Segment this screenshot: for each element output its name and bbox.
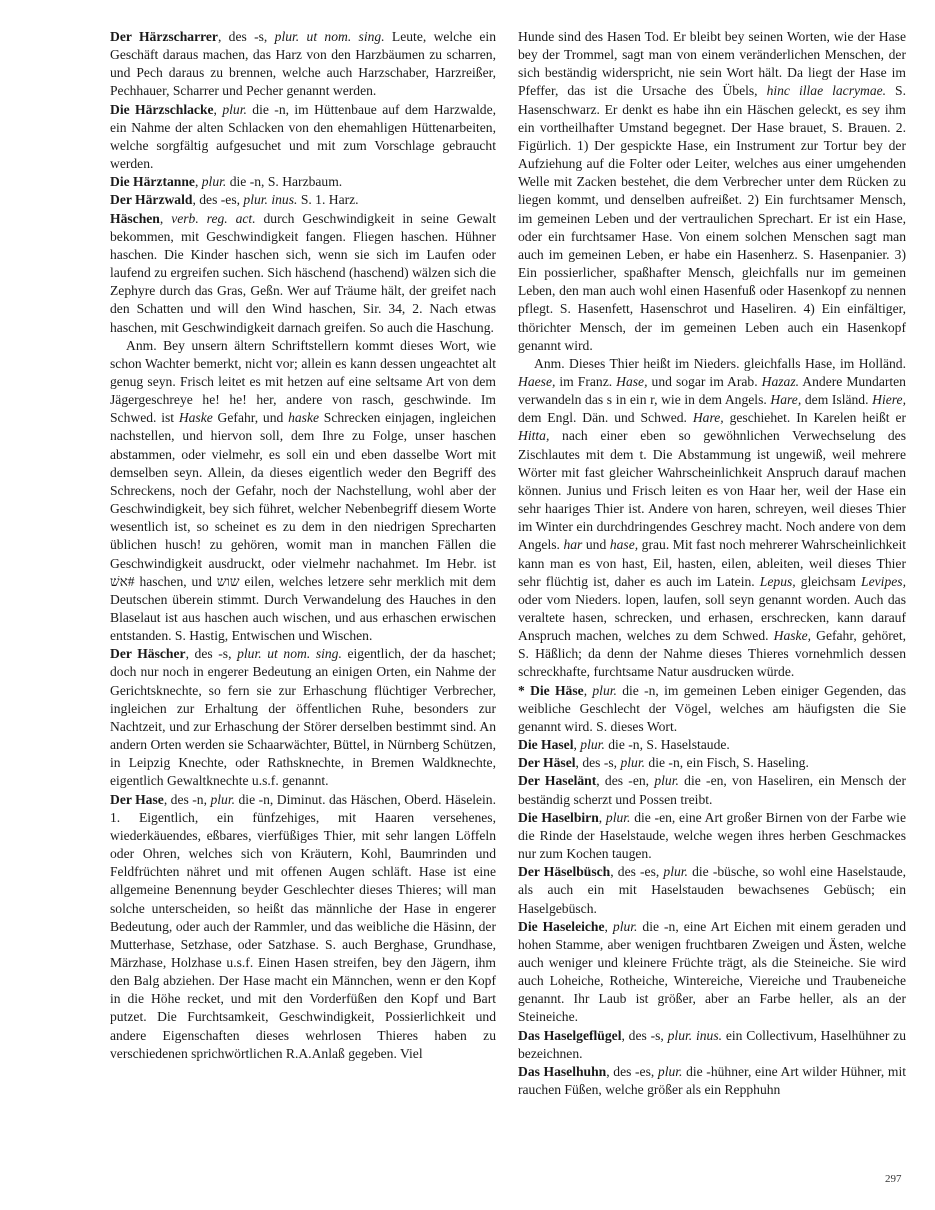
headword: Der Härzscharrer [110,29,218,44]
entry-hase: Der Hase, des -n, plur. die -n, Diminut. das Häschen, Oberd. Häselein. 1. Eigentlich, ein fünfzehiges, mit Haaren versehenes, wiederkäuendes, eßbares, vierfüßiges Thier, mit sehr langen Löffeln oder Ohren, welches sich von Kräutern, Kohl, Baumrinden und Feldfrüchten nähret und mit offenen Augen schläft. Hase ist eine allgemeine Benennung beyder Geschlechter dieses Thieres; will man solche unterscheiden, so heißt das männliche der Hase in engerer Bedeutung, oder auch der Rammler, und das weibliche die Häsinn, der Mutterhase, Setzhase, oder Satzhase. S. auch Berghase, Grundhase, Märzhase, Holzhase u.s.f. Einen Hasen streifen, bey den Jägern, ihm den Balg abziehen. Der Hase macht ein Männchen, wenn er den Kopf in die Höhe recket, und mit den Vorderfüßen den Kopf und Bart putzet. Die Furchtsamkeit, Geschwindigkeit, Possierlichkeit und andere Eigenschaften dieses wehrlosen Thieres haben zu verschiedenen sprichwörtlichen R.A.Anlaß gegeben. Viel [110,791,497,1061]
headword: Der Härzwald [110,192,193,208]
headword: Die Hasel [518,737,574,753]
headword: Der Häscher [110,646,186,662]
entry-haselbirn: Die Haselbirn, plur. die -en, eine Art großer Birnen von der Farbe wie die Rinde der Haselstaude, welche wegen ihres herben Geschmackes nur zum Kochen taugen. [518,809,906,862]
headword: Der Häsel [518,755,576,771]
entry-hasel: Die Hasel, plur. die -n, S. Haselstaude. [518,737,730,753]
headword: Der Hase [110,791,164,807]
page-number: 297 [885,1173,902,1185]
annotation-hase: Anm. Dieses Thier heißt im Nieders. gleichfalls Hase, im Holländ. Haese, im Franz. Hase, und sogar im Arab. Hazaz. Andere Mundarten verwandeln das s in ein r, wie in dem Angels. Hare, dem Isländ. Hiere, dem Engl. Dän. und Schwed. Hare, geschiehet. In Karelen heißt er Hitta, nach einer eben so gewöhnlichen Verwechselung des Zischlautes mit dem t. Die Abstammung ist ungewiß, weil mehrere Wörter mit fast gleicher Wahrscheinlichkeit Anspruch darauf machen können. Junius und Frisch leiten es von Haar her, weil der Hase ein sehr haariges Thier ist. Andere von haren, schreyen, weil dieses Thier im Winter ein durchdringendes Geschrey macht. Noch andere von dem Angels. har und hase, grau. Mit fast noch mehrerer Wahrscheinlichkeit kann man es von hast, Eil, hasten, eilen, ableiten, weil dieses Thier sehr flüchtig ist, daher es auch im Latein. Lepus, gleichsam Levipes, oder vom Nieders. lopen, laufen, soll seyn genannt worden. Auch das veraltete hasen, schrecken, und erhasen, erschrecken, kann darauf Anspruch machen, welches zu dem Schwed. Haske, Gefahr, gehöret, S. Häßlich; da denn der Nahme dieses Thieres vornehmlich dessen schreckhafte, furchtsame Natur ausdrucken würde. [518,355,907,680]
right-column [518,28,906,1099]
entry-haesel: Der Häsel, des -s, plur. die -n, ein Fisch, S. Haseling. [518,755,809,771]
entry-haerzschlacke: Die Härzschlacke, plur. die -n, im Hüttenbaue auf dem Harzwalde, ein Nahme der alten Schlacken von den ehemahligen Hüttenarbeiten, welche sorgfältig aufgesuchet und mit zum Vorschlage gebraucht werden. [110,101,497,172]
headword: Die Haseleiche [518,918,605,934]
entry-haselhuhn: Das Haselhuhn, des -es, plur. die -hühner, eine Art wilder Hühner, mit rauchen Füßen, welche größer als ein Repphuhn [518,1063,907,1098]
entry-haescher: Der Häscher, des -s, plur. ut nom. sing. eigentlich, der da haschet; doch nur noch in engerer Bedeutung an einigen Orten, ein Nahme der Gerichtsknechte, so fern sie zur Erhaschung flüchtiger Verbrecher, ingleichen zur Erhaltung der öffentlichen Ruhe, besonders zur Nachtzeit, und zur Erhaschung der Störer derselben bestimmt sind. An andern Orten werden sie Schaarwächter, Büttel, in Nürnberg Schützen, in Leipzig Knechte, oder Rathsknechte, in Bremen Waldknechte, eigentlich Gewaltknechte u.s.f. genannt. [110,646,496,789]
headword: Das Haselgeflügel [518,1027,622,1043]
annotation-haschen: Anm. Bey unsern ältern Schriftstellern kommt dieses Wort, wie schon Wachter bemerkt, nicht vor; allein es kann dessen ungeachtet alt genug seyn. Frisch leitet es mit hetzen auf eine seltsame Art von dem Jägergeschreye he! he! her, andere von rasch, geschwinde. Im Schwed. ist Haske Gefahr, und haske Schrecken einjagen, ingleichen nachstellen, und hiervon soll, dem Ihre zu Folge, unser haschen abstammen, oder vielmehr, es soll ein und eben dasselbe Wort mit demselben seyn. Allein, da dieses eigentlich weder den Begriff des Schreckens, noch der Gefahr, noch der Nachstellung, wohl aber der Geschwindigkeit, bey sich führet, welcher Nebenbegriff diesem Worte wesentlich ist, so scheinet es zu dem in den niedrigen Sprecharten üblichen husch! zu gehören, womit man in manchen Fällen die Geschwindigkeit ausdruckt, oder vielmehr nachahmet. Im Hebr. ist אשׁ# haschen, und שוש eilen, welches letzere sehr merklich mit dem Deutschen überein stimmt. Durch Verwandelung des Hauches in den Blaselaut ist aus haschen auch wischen, und aus erhaschen erwischen entstanden. S. Hastig, Entwischen und Wischen. [110,337,496,644]
headword: Der Haselänt [518,773,597,789]
headword: * Die Häse [518,682,584,698]
entry-haschen: Häschen, verb. reg. act. durch Geschwindigkeit in seine Gewalt bekommen, mit Geschwindigkeit fangen. Fliegen haschen. Hühner haschen. Die Kinder haschen sich, wenn sie sich im Laufen oder laufend zu ergreifen suchen. Sich häschend (haschend) wälzen sich die Zephyre durch das Gras, Geßn. Wer auf Träume hält, der greifet nach den Schatten und will den Wind haschen, Sir. 34, 2. Nach etwas haschen, mit Geschwindigkeit darnach greifen. So auch die Haschung. [110,210,497,335]
headword: Die Haselbirn [518,809,599,825]
headword: Der Häselbüsch [518,864,611,880]
left-column [110,28,496,1063]
headword: Häschen [110,210,160,226]
entry-hase-continued: Hunde sind des Hasen Tod. Er bleibt bey seinen Worten, wie der Hase bey der Trommel, sagt man von einem veränderlichen Menschen, der sich beständig widerspricht, nie sein Wort hält. Da liegt der Hase im Pfeffer, das ist die Ursache des Übels, hinc illae lacrymae. S. Hasenschwarz. Er denkt es habe ihn ein Häschen geleckt, es sey ihm ein vortheilhafter Umstand begegnet. Der Hase brauet, S. Brauen. 2. Figürlich. 1) Der gespickte Hase, ein Instrument zur Tortur bey der Aufziehung auf die Folter oder Leiter, welches aus einer umgehenden Welle mit Zacken bestehet, die dem Verbrecher unter dem Rücken zu liegen kommt, und denselben aufreißet. 2) Ein furchtsamer Mensch, im gemeinen Leben und der vertraulichen Sprechart. Er ist ein Hase, oder ein furchtsamer Hase. Von einem solchen Menschen sagt man auch im gemeinen Leben, er habe ein Hasenherz. S. Hasenpanier. 3) Ein possierlicher, spaßhafter Mensch, gleichfalls nur im gemeinen Leben, den man auch wohl einen Hasenfuß oder Hasenkopf zu nennen pflegt. S. Hasenfett, Hasenschrot und Haseliren. 4) Ein einfältiger, thörichter Mensch, der im gemeinen Leben auch ein Hasenkopf genannt wird. [518,29,907,353]
headword: Das Haselhuhn [518,1063,607,1079]
entry-haselgefluegel: Das Haselgeflügel, des -s, plur. inus. ein Collectivum, Haselhühner zu bezeichnen. [518,1027,906,1061]
entry-haselbusch: Der Häselbüsch, des -es, plur. die -büsche, so wohl eine Haselstaude, als auch ein mit Haselstauden bewachsenes Gebüsch; ein Haselgebüsch. [518,864,907,916]
headword: Die Härztanne [110,174,195,190]
headword: Die Härzschlacke [110,101,214,117]
entry-haerzscharrer: Der Härzscharrer, des -s, plur. ut nom. sing. Leute, welche ein Geschäft daraus machen, das Harz von den Harzbäumen zu scharren, und Pech daraus zu brennen, welche auch Harzschaber, Harzreißer, Pechhauer, Scharrer und Pecher genannt werden. [110,29,496,99]
entry-haese: * Die Häse, plur. die -n, im gemeinen Leben einiger Gegenden, das weibliche Geschlecht der Vögel, welches am häufigsten die Sie genannt wird. S. dieses Wort. [518,682,907,734]
entry-haerzwald: Der Härzwald, des -es, plur. inus. S. 1. Harz. [110,192,359,208]
entry-haerztanne: Die Härztanne, plur. die -n, S. Harzbaum. [110,174,343,190]
entry-haselant: Der Haselänt, des -en, plur. die -en, von Haseliren, ein Mensch der beständig scherzt und Possen treibt. [518,773,906,807]
entry-haseleiche: Die Haseleiche, plur. die -n, eine Art Eichen mit einem geraden und hohen Stamme, aber wenigen fruchtbaren Zweigen und Ästen, welche auch weniger und kleinere Früchte trägt, als die Steineiche. Sie wird auch Loheiche, Rotheiche, Wintereiche, Viereiche und Traubeneiche genannt. Ihr Laub ist größer, aber an Farbe heller, als an der Steineiche. [518,918,907,1025]
